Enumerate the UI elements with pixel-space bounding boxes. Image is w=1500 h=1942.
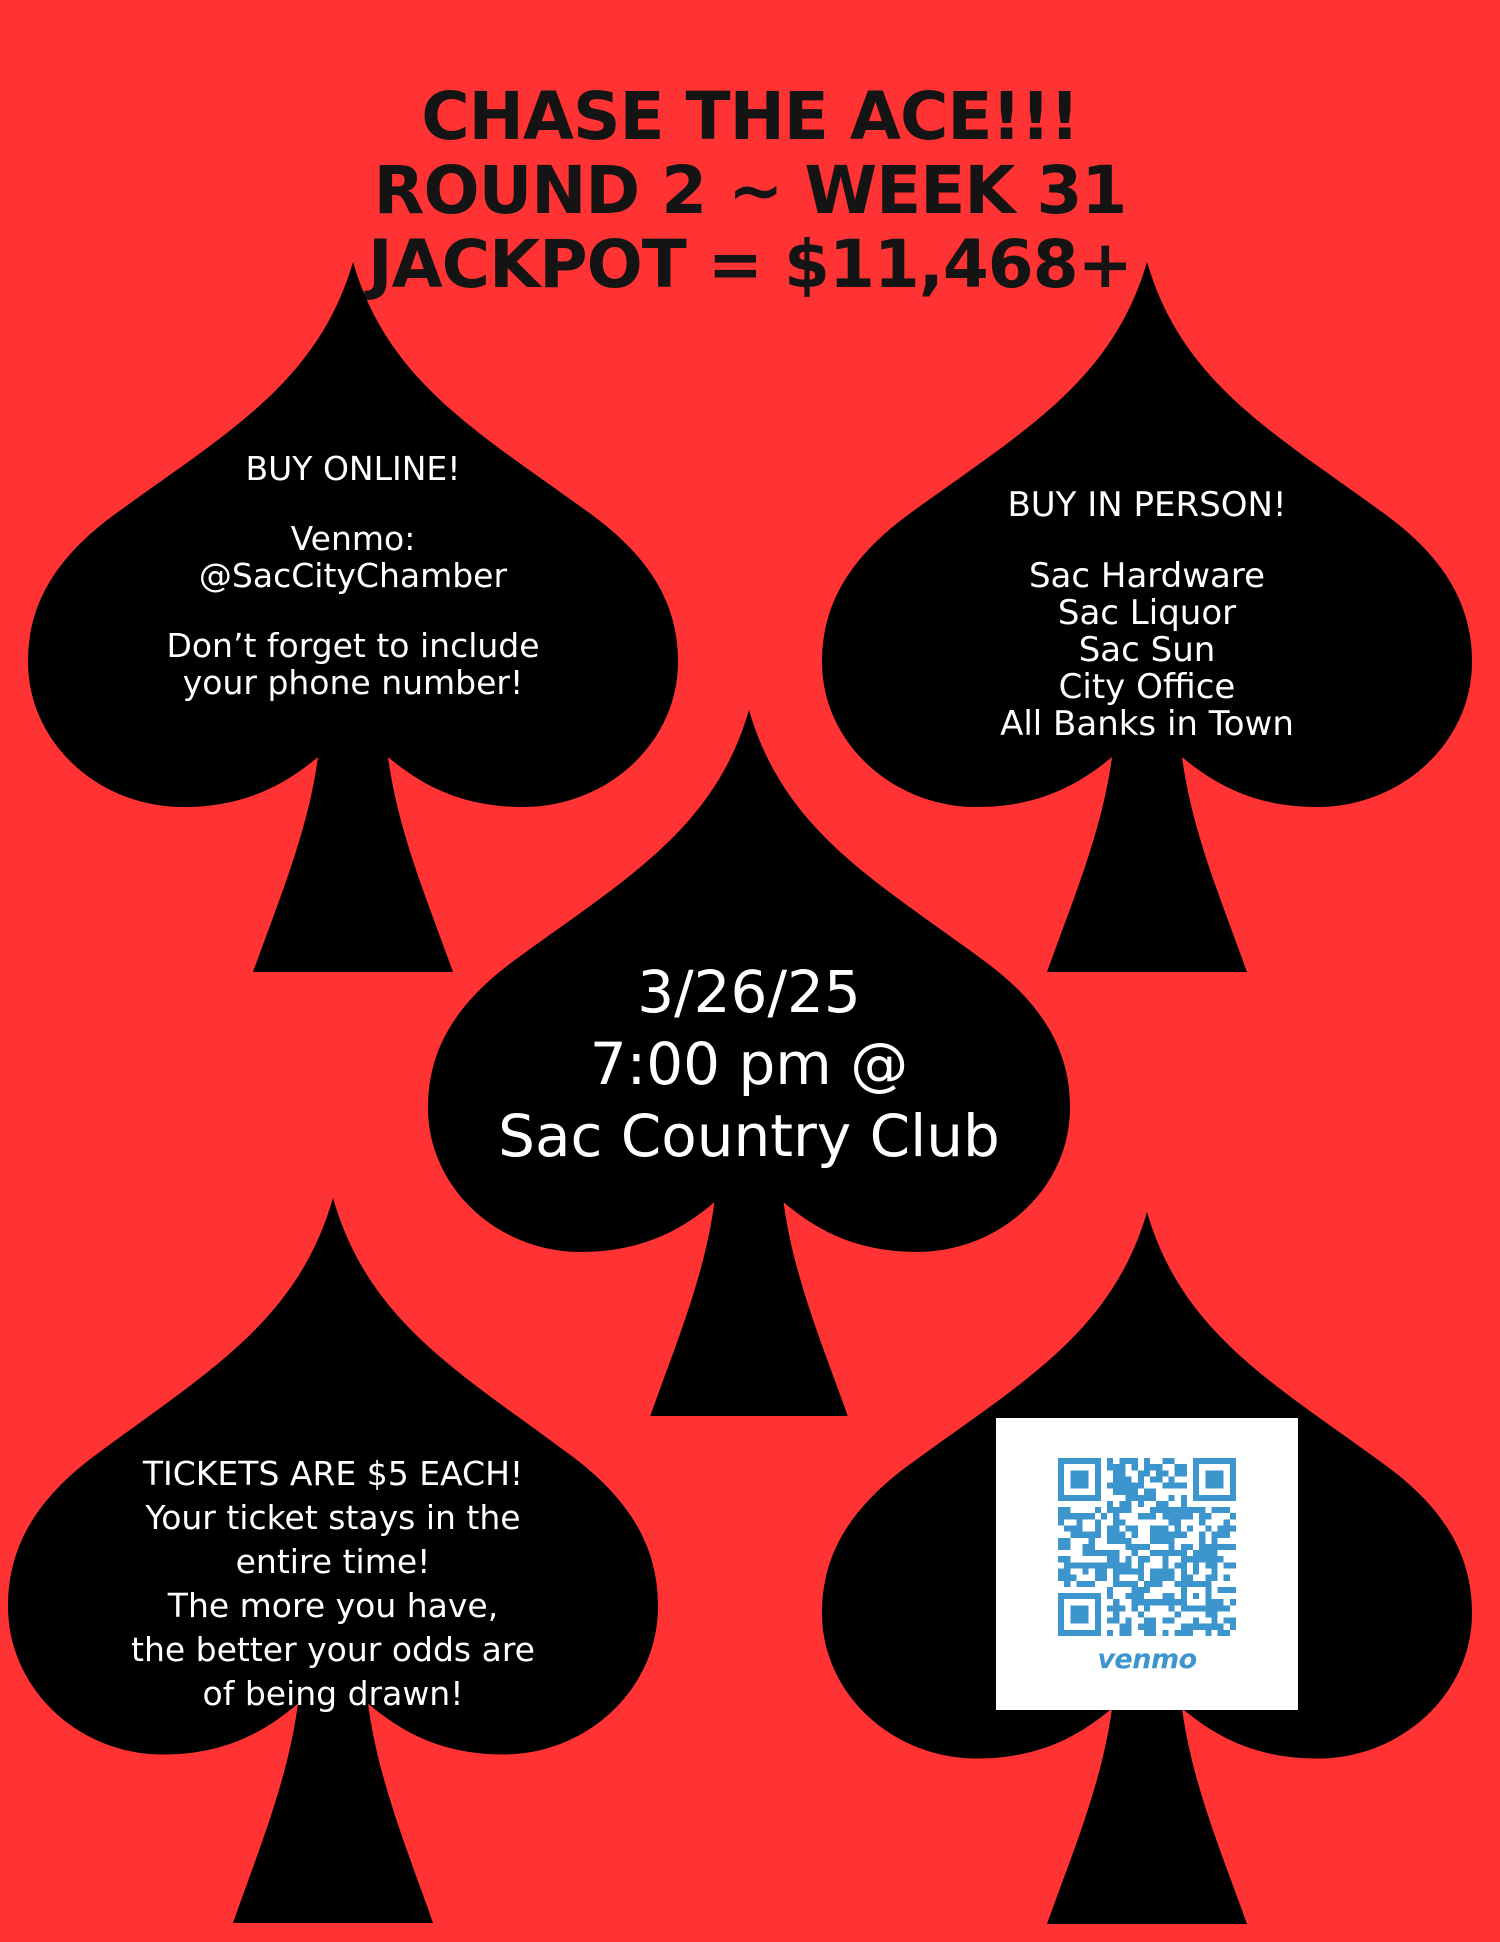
buy-in-person-text [822, 487, 1472, 743]
location-item: Sac Hardware [1028, 556, 1266, 596]
jackpot-amount: JACKPOT = $11,468+ [368, 226, 1132, 303]
ticket-line: The more you have, [167, 1586, 499, 1625]
event-text [428, 956, 1070, 1172]
buy-in-person-heading: BUY IN PERSON! [1007, 485, 1287, 525]
event-time: 7:00 pm @ [589, 1030, 909, 1098]
ticket-line: of being drawn! [202, 1674, 464, 1713]
round-week: ROUND 2 ~ WEEK 31 [373, 152, 1127, 229]
ticket-line: Your ticket stays in the [145, 1498, 521, 1537]
event-venue: Sac Country Club [498, 1102, 1000, 1170]
reminder-line: Don’t forget to include [166, 626, 540, 665]
location-item: Sac Sun [1078, 630, 1216, 670]
location-item: All Banks in Town [1000, 704, 1294, 744]
venmo-handle: @SacCityChamber [198, 556, 508, 595]
location-item: City Office [1058, 667, 1236, 707]
ticket-line: entire time! [235, 1542, 431, 1581]
venmo-label: Venmo: [290, 519, 416, 558]
buy-online-text [28, 450, 678, 701]
location-item: Sac Liquor [1057, 593, 1237, 633]
title: CHASE THE ACE!!! [421, 78, 1079, 155]
qr-code-icon[interactable] [1058, 1458, 1236, 1636]
ticket-info-text [8, 1452, 658, 1716]
spade-ticket-info [8, 1198, 658, 1923]
buy-online-heading: BUY ONLINE! [245, 449, 461, 488]
ticket-line: the better your odds are [131, 1630, 535, 1669]
ticket-line: TICKETS ARE $5 EACH! [142, 1454, 524, 1493]
venmo-logo: venmo [1097, 1644, 1197, 1675]
venmo-qr-card[interactable] [996, 1418, 1298, 1710]
event-date: 3/26/25 [637, 958, 861, 1026]
reminder-line: your phone number! [182, 663, 524, 702]
